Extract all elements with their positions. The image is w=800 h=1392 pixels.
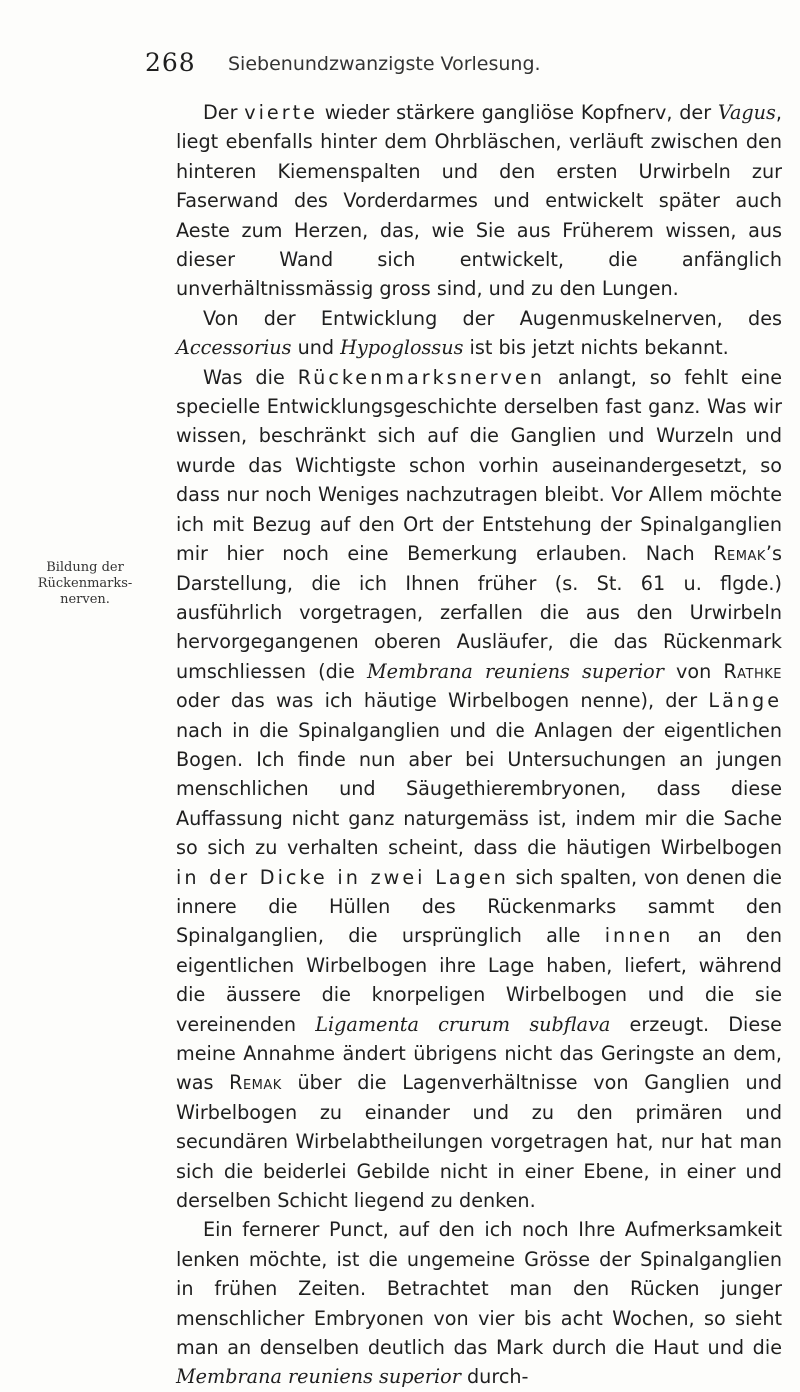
page-number: 268 (145, 48, 196, 77)
paragraph-spinalganglien: Ein fernerer Punct, auf den ich noch Ihre Aufmerksamkeit lenken möchte, ist die ungemeine Grösse der Spinalganglien in frühen Zeiten. Betrachtet man den Rücken junger menschlicher Embryonen von vier bis acht Wochen, so sieht man an denselben deutlich das Mark durch die Haut und die Membrana reuniens superior durch- (176, 1218, 782, 1389)
running-title: Siebenundzwanzigste Vorlesung. (228, 53, 541, 75)
emphasis: Länge (708, 689, 782, 713)
author-name: Remak (229, 1071, 282, 1095)
author-name: Rathke (723, 659, 782, 683)
latin-term: Membrana reuniens superior (366, 659, 664, 683)
emphasis: vierte (244, 101, 318, 124)
paragraph-augenmuskelnerven: Von der Entwicklung der Augenmuskelnerven, des Accessorius und Hypoglossus ist bis jetzt nichts bekannt. (176, 306, 782, 360)
margin-note-line: nerven. (60, 592, 110, 607)
paragraph-vagus: Der vierte wieder stärkere gangliöse Kopfnerv, der Vagus, liegt ebenfalls hinter dem Ohrbläschen, verläuft zwischen den hinteren Kiemenspalten und den ersten Urwirbeln zur Faserwand des Vorderdarmes und entwickelt später auch Aeste zum Herzen, das, wie Sie aus Früherem wissen, aus dieser Wand sich entwickelt, die anfänglich unverhältnissmässig gross sind, und zu den Lungen. (176, 101, 782, 301)
margin-note (30, 560, 140, 608)
paragraph-rueckenmarksnerven: Was die Rückenmarksnerven anlangt, so fehlt eine specielle Entwicklungsgeschichte derselben fast ganz. Was wir wissen, beschränkt sich auf die Ganglien und Wurzeln und wurde das Wichtigste schon vorhin auseinandergesetzt, so dass nur noch Weniges nachzutragen bleibt. Vor Allem möchte ich mit Bezug auf den Ort der Entstehung der Spinalganglien mir hier noch eine Bemerkung erlauben. Nach Remak’s Darstellung, die ich Ihnen früher (s. St. 61 u. flgde.) ausführlich vorgetragen, zerfallen die aus den Urwirbeln hervorgegangenen oberen Ausläufer, die das Rückenmark umschliessen (die Membrana reuniens superior von Rathke oder das was ich häutige Wirbelbogen nenne), der Länge nach in die Spinalganglien und die Anlagen der eigentlichen Bogen. Ich finde nun aber bei Untersuchungen an jungen menschlichen und Säugethierembryonen, dass diese Auffassung nicht ganz naturgemäss ist, indem mir die Sache so sich zu verhalten scheint, dass die häutigen Wirbelbogen in der Dicke in zwei Lagen sich spalten, von denen die innere die Hüllen des Rückenmarks sammt den Spinalganglien, die ursprünglich alle innen an den eigentlichen Wirbelbogen ihre Lage haben, liefert, während die äussere die knorpeligen Wirbelbogen und die sie vereinenden Ligamenta crurum subflava erzeugt. Diese meine Annahme ändert übrigens nicht das Geringste an dem, was Remak über die Lagenverhältnisse von Ganglien und Wirbelbogen zu einander und zu den primären und secundären Wirbelabtheilungen vorgetragen hat, nur hat man sich die beiderlei Gebilde nicht in einer Ebene, in einer und derselben Schicht liegend zu denken. (176, 365, 783, 1213)
body-text (176, 98, 782, 1392)
margin-note-line: Rückenmarks- (37, 576, 133, 591)
latin-term: Accessorius (176, 336, 292, 360)
page-header (0, 48, 800, 88)
emphasis: in der Dicke in zwei Lagen (176, 865, 509, 889)
latin-term: Membrana reuniens superior (176, 1365, 461, 1389)
latin-term: Ligamenta crurum subflava (315, 1012, 611, 1036)
emphasis: innen (604, 924, 674, 948)
author-name: Remak (713, 542, 766, 566)
latin-term: Vagus (717, 101, 776, 124)
margin-note-line: Bildung der (46, 560, 124, 575)
latin-term: Hypoglossus (340, 336, 464, 360)
emphasis: Rückenmarksnerven (297, 365, 545, 389)
